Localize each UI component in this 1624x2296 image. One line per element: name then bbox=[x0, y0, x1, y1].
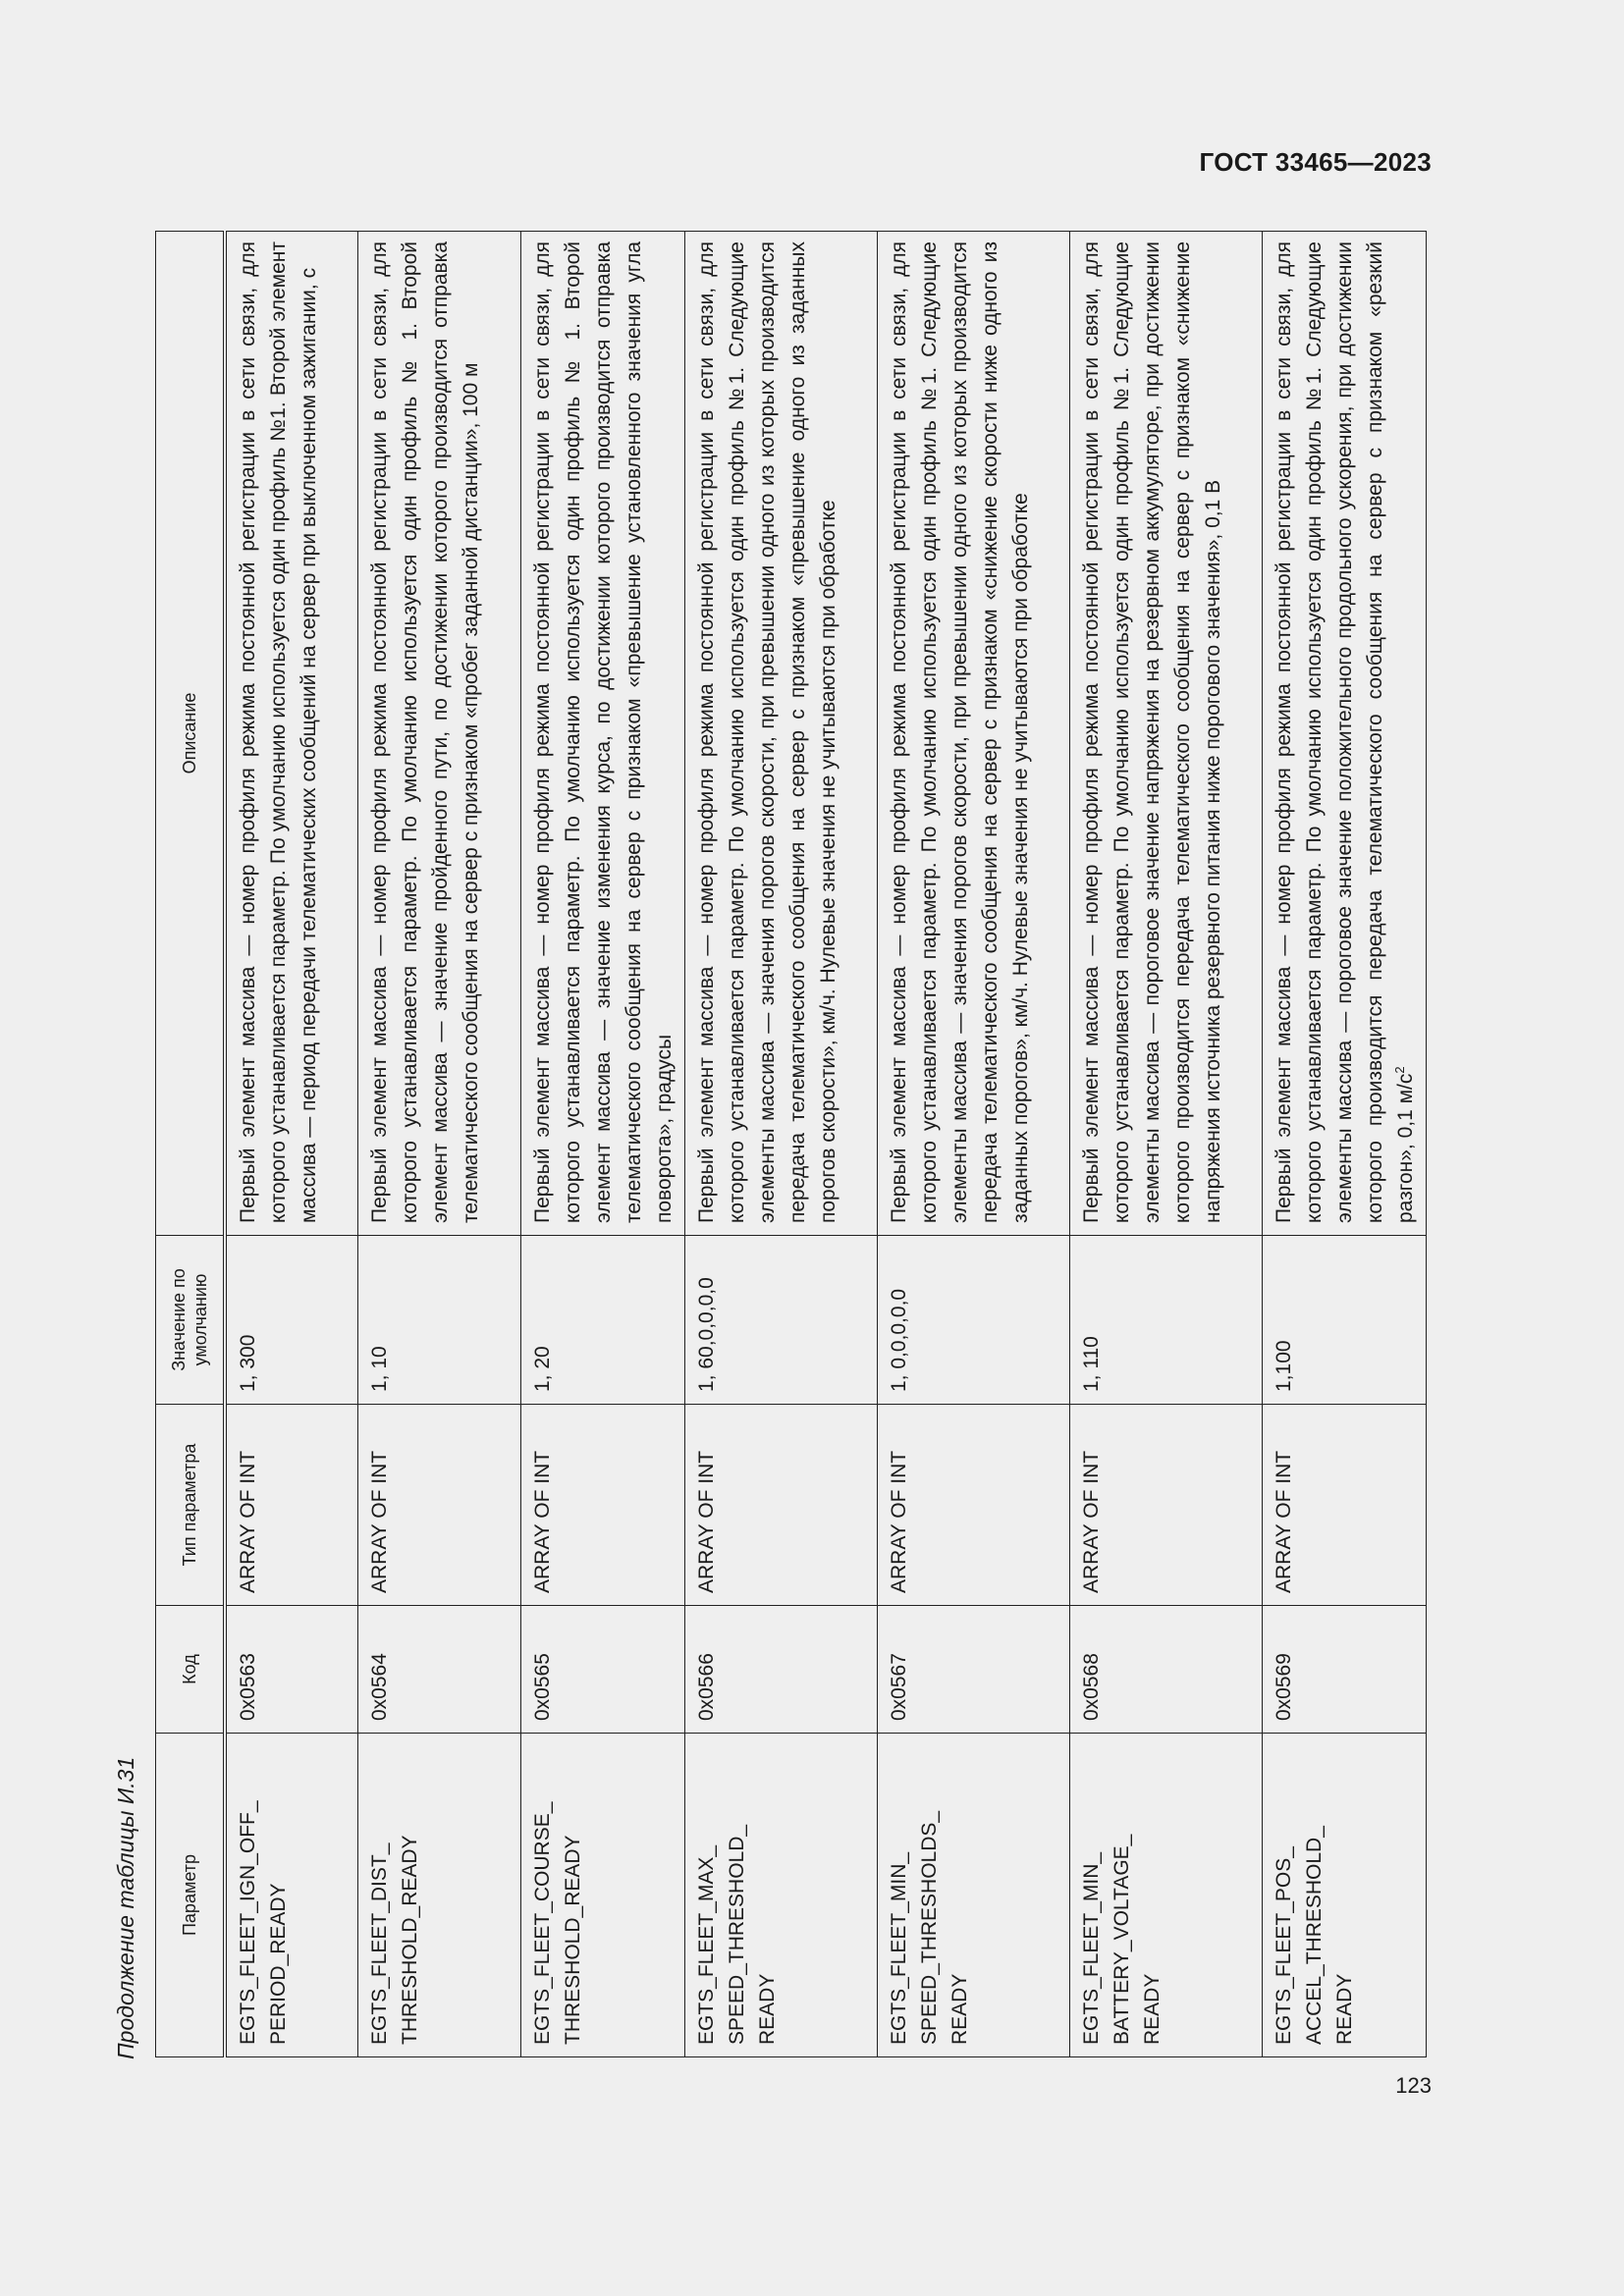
superscript-exponent: 2 bbox=[1391, 1066, 1407, 1074]
table-row bbox=[1262, 232, 1426, 2057]
cell-description: Первый элемент массива — номер профиля режима постоянной регистрации в сети связи, для которого устанавливается параметр. По умолчанию используется один профиль №1. Второй элемент массива — период передачи телематических сообщений на сервер при выключенном зажигании, с bbox=[225, 232, 358, 1236]
cell-parameter: EGTS_FLEET_POS_ ACCEL_THRESHOLD_ READY bbox=[1262, 1734, 1426, 2057]
table-row bbox=[1069, 232, 1262, 2057]
cell-parameter: EGTS_FLEET_IGN_OFF_ PERIOD_READY bbox=[225, 1734, 358, 2057]
cell-default: 1, 20 bbox=[520, 1236, 684, 1405]
cell-description: Первый элемент массива — номер профиля режима постоянной регистрации в сети связи, для которого устанавливается параметр. По умолчанию используется один профиль №1. Следующие элементы массива — значения порогов скорости, при превышении одного из которых производится передача телематического сообщения на сервер с признаком «снижение скорости ниже одного из заданных порогов», км/ч. Нулевые значения не учитываются при обработке bbox=[877, 232, 1069, 1236]
cell-default: 1, 10 bbox=[357, 1236, 520, 1405]
cell-description: Первый элемент массива — номер профиля режима постоянной регистрации в сети связи, для которого устанавливается параметр. По умолчанию используется один профиль № 1. Второй элемент массива — значение изменения курса, по достижении которого производится отправка телематического сообщения на сервер с признаком «превышение установленного значения угла поворота», градусы bbox=[520, 232, 684, 1236]
cell-type: ARRAY OF INT bbox=[225, 1405, 358, 1606]
standard-number: ГОСТ 33465—2023 bbox=[1199, 147, 1432, 177]
description-text: Первый элемент массива — номер профиля режима постоянной регистрации в сети связи, для которого устанавливается параметр. По умолчанию используется один профиль №1. Следующие элементы массива — пороговое значение положительного продольного ускорения, при достижении которого производится передача телематического сообщения на сервер с признаком «резкий разгон», 0,1 м/с bbox=[1272, 241, 1417, 1223]
cell-code: 0x0563 bbox=[225, 1606, 358, 1734]
cell-default: 1, 110 bbox=[1069, 1236, 1262, 1405]
table-row bbox=[877, 232, 1069, 2057]
cell-type: ARRAY OF INT bbox=[684, 1405, 877, 1606]
cell-parameter: EGTS_FLEET_COURSE_ THRESHOLD_READY bbox=[520, 1734, 684, 2057]
cell-description: Первый элемент массива — номер профиля режима постоянной регистрации в сети связи, для которого устанавливается параметр. По умолчанию используется один профиль №1. Следующие элементы массива — пороговое значение напряжения на резервном аккумуляторе, при достижении которого производится передача телематического сообщения на сервер с признаком «снижение напряжения источника резервного питания ниже порогового значения», 0,1 В bbox=[1069, 232, 1262, 1236]
table-row bbox=[357, 232, 520, 2057]
table-row bbox=[520, 232, 684, 2057]
cell-default: 1, 60,0,0,0,0 bbox=[684, 1236, 877, 1405]
parameters-table bbox=[155, 231, 1427, 2057]
column-header-code: Код bbox=[156, 1606, 225, 1734]
cell-description: Первый элемент массива — номер профиля режима постоянной регистрации в сети связи, для которого устанавливается параметр. По умолчанию используется один профиль №1. Следующие элементы массива — значения порогов скорости, при превышении одного из которых производится передача телематического сообщения на сервер с признаком «превышение одного из заданных порогов скорости», км/ч. Нулевые значения не учитываются при обработке bbox=[684, 232, 877, 1236]
cell-code: 0x0564 bbox=[357, 1606, 520, 1734]
rotated-table-container bbox=[155, 232, 1427, 2057]
cell-default: 1, 300 bbox=[225, 1236, 358, 1405]
cell-type: ARRAY OF INT bbox=[520, 1405, 684, 1606]
cell-code: 0x0567 bbox=[877, 1606, 1069, 1734]
cell-type: ARRAY OF INT bbox=[877, 1405, 1069, 1606]
cell-code: 0x0569 bbox=[1262, 1606, 1426, 1734]
cell-code: 0x0566 bbox=[684, 1606, 877, 1734]
cell-description: Первый элемент массива — номер профиля режима постоянной регистрации в сети связи, для которого устанавливается параметр. По умолчанию используется один профиль № 1. Второй элемент массива — значение пройденного пути, по достижении которого производится отправка телематического сообщения на сервер с признаком «пробег заданной дистанции», 100 м bbox=[357, 232, 520, 1236]
cell-type: ARRAY OF INT bbox=[1069, 1405, 1262, 1606]
cell-type: ARRAY OF INT bbox=[1262, 1405, 1426, 1606]
page-number: 123 bbox=[1395, 2073, 1432, 2098]
cell-code: 0x0568 bbox=[1069, 1606, 1262, 1734]
table-row bbox=[225, 232, 358, 2057]
cell-default: 1, 0,0,0,0,0 bbox=[877, 1236, 1069, 1405]
table-header-row bbox=[156, 232, 225, 2057]
cell-parameter: EGTS_FLEET_MAX_ SPEED_THRESHOLD_ READY bbox=[684, 1734, 877, 2057]
table-caption: Продолжение таблицы И.31 bbox=[113, 1756, 138, 2059]
cell-parameter: EGTS_FLEET_DIST_ THRESHOLD_READY bbox=[357, 1734, 520, 2057]
column-header-parameter: Параметр bbox=[156, 1734, 225, 2057]
cell-description bbox=[1262, 232, 1426, 1236]
table-row bbox=[684, 232, 877, 2057]
cell-default: 1,100 bbox=[1262, 1236, 1426, 1405]
column-header-default: Значение по умолчанию bbox=[156, 1236, 225, 1405]
column-header-description: Описание bbox=[156, 232, 225, 1236]
cell-parameter: EGTS_FLEET_MIN_ BATTERY_VOLTAGE_ READY bbox=[1069, 1734, 1262, 2057]
column-header-type: Тип параметра bbox=[156, 1405, 225, 1606]
cell-parameter: EGTS_FLEET_MIN_ SPEED_THRESHOLDS_ READY bbox=[877, 1734, 1069, 2057]
cell-code: 0x0565 bbox=[520, 1606, 684, 1734]
cell-type: ARRAY OF INT bbox=[357, 1405, 520, 1606]
